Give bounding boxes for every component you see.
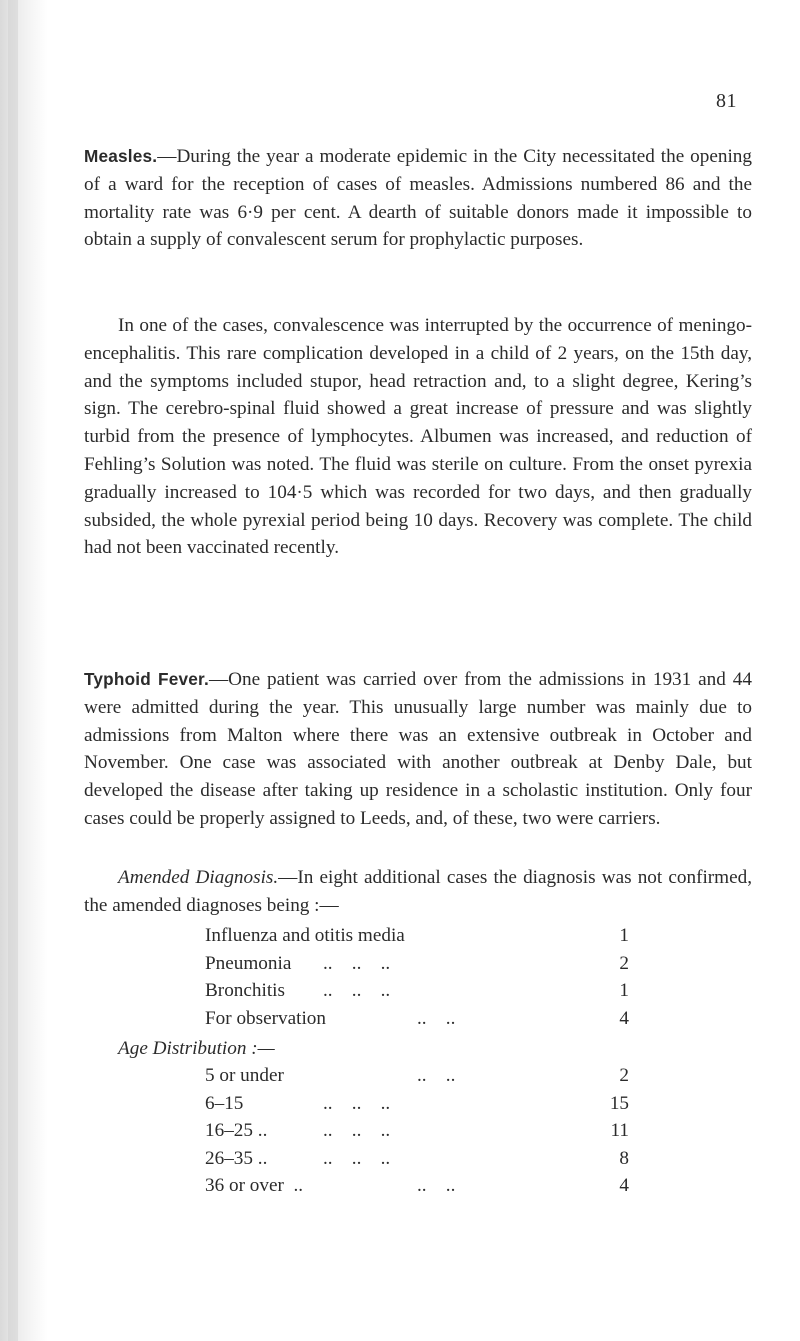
list-item-value: 2 bbox=[619, 952, 629, 974]
list-item-value: 4 bbox=[619, 1007, 629, 1029]
list-item-dots: .. .. bbox=[417, 1007, 456, 1029]
list-item-label: Influenza and otitis media bbox=[205, 925, 405, 946]
typhoid-heading: Typhoid Fever. bbox=[84, 669, 209, 689]
measles-paragraph-1 bbox=[84, 143, 752, 254]
measles-paragraph-2: In one of the cases, convalescence was interrupted by the occurrence of meningo-encephalitis. This rare complication developed in a child of 2 years, on the 15th day, and the symptoms included stupor, head retraction and, to a slight degree, Kering’s sign. The cerebro-spinal fluid showed a great increase of pressure and was slightly turbid from the presence of lymphocytes. Albumen was increased, and reduction of Fehling’s Solution was noted. The fluid was sterile on culture. From the onset pyrexia gradually increased to 104·5 which was recorded for two days, and then gradually subsided, the whole pyrexial period being 10 days. Recovery was complete. The child had not been vaccinated recently. bbox=[84, 315, 752, 559]
list-item-label: 16–25 .. bbox=[205, 1120, 268, 1142]
list-item bbox=[205, 977, 645, 1005]
list-item-dots: .. .. .. bbox=[323, 1147, 391, 1169]
list-item-dots: .. .. .. bbox=[323, 1092, 391, 1114]
amended-paragraph-text: —In eight additional cases the diagnosis was not confirmed, the amended diagnoses being :— bbox=[84, 867, 753, 916]
list-item-label: 26–35 .. bbox=[205, 1147, 268, 1169]
measles-paragraph-1-text: —During the year a moderate epidemic in the City necessitated the opening of a ward for the reception of cases of measles. Admissions numbered 86 and the mortality rate was 6·9 per cent. A dearth of suitable donors made it impossible to obtain a supply of convalescent serum for prophylactic purposes. bbox=[84, 146, 752, 251]
list-item-dots: .. .. .. bbox=[323, 1120, 391, 1142]
list-item bbox=[205, 1005, 645, 1033]
list-item-dots: .. .. .. bbox=[323, 980, 391, 1002]
age-distribution-heading: Age Distribution :— bbox=[118, 1038, 275, 1059]
list-item-value: 2 bbox=[619, 1065, 629, 1086]
list-item bbox=[205, 1145, 645, 1173]
list-item-label: Bronchitis bbox=[205, 980, 285, 1002]
list-item-value: 8 bbox=[619, 1147, 629, 1169]
list-item-value: 1 bbox=[619, 980, 629, 1002]
amended-paragraph bbox=[84, 864, 752, 920]
list-item-dots: .. .. .. bbox=[323, 952, 391, 974]
list-item-label: Pneumonia bbox=[205, 952, 292, 974]
list-item-label: 5 or under bbox=[205, 1065, 284, 1086]
list-item-value: 1 bbox=[619, 925, 629, 946]
list-item bbox=[205, 950, 645, 978]
gutter-streak bbox=[8, 0, 18, 1341]
amended-heading: Amended Diagnosis. bbox=[118, 867, 279, 888]
measles-heading: Measles. bbox=[84, 146, 158, 166]
list-item-label: 6–15 bbox=[205, 1092, 244, 1114]
list-item bbox=[205, 1062, 645, 1090]
list-item bbox=[205, 1117, 645, 1145]
list-item-label: For observation bbox=[205, 1007, 326, 1029]
list-item-value: 4 bbox=[619, 1175, 629, 1197]
typhoid-paragraph bbox=[84, 666, 752, 833]
page-number: 81 bbox=[716, 90, 737, 112]
page-gutter-shadow bbox=[0, 0, 48, 1341]
list-item-label: 36 or over .. bbox=[205, 1175, 304, 1197]
amended-diagnoses-list bbox=[205, 922, 645, 1032]
list-item-dots: .. .. bbox=[417, 1065, 456, 1086]
list-item bbox=[205, 1090, 645, 1118]
typhoid-paragraph-text: —One patient was carried over from the admissions in 1931 and 44 were admitted during the year. This unusually large number was mainly due to admissions from Malton where there was an extensive outbreak in October and November. One case was associated with another outbreak at Denby Dale, but developed the disease after taking up residence in a scholastic institution. Only four cases could be properly assigned to Leeds, and, of these, two were carriers. bbox=[84, 669, 752, 829]
list-item bbox=[205, 922, 645, 950]
list-item-value: 11 bbox=[610, 1120, 629, 1142]
list-item bbox=[205, 1172, 645, 1200]
list-item-dots: .. .. bbox=[417, 1175, 456, 1197]
age-distribution-list bbox=[205, 1062, 645, 1200]
list-item-value: 15 bbox=[609, 1092, 629, 1114]
